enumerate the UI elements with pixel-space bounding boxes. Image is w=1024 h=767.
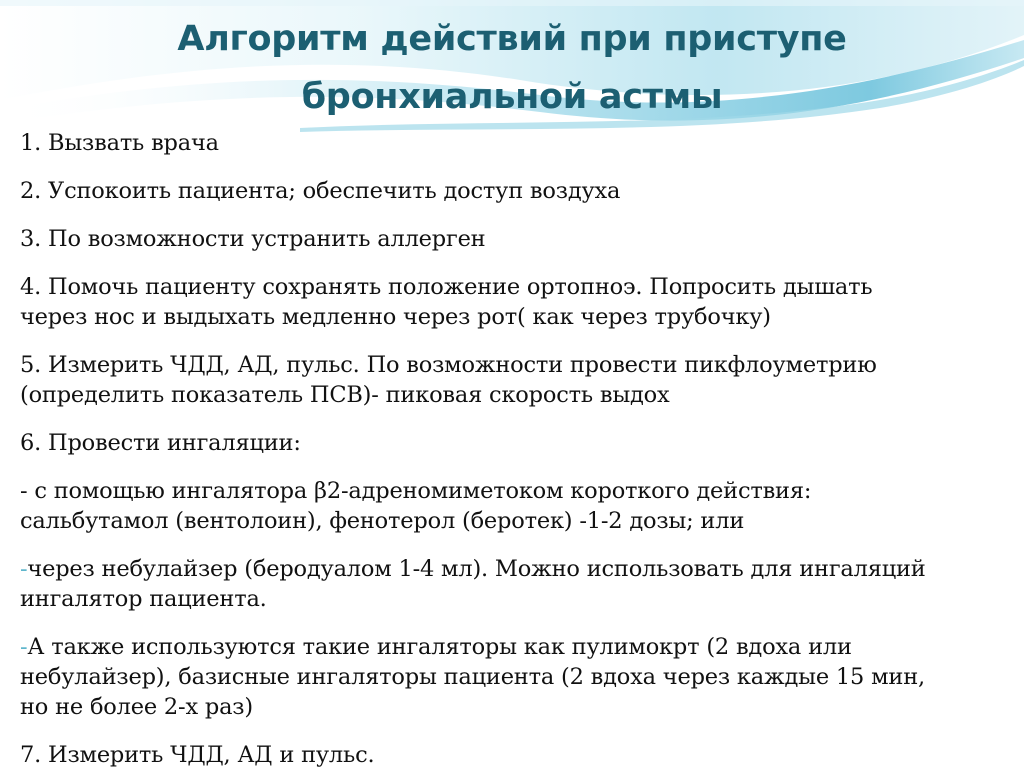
list-item-line: небулайзер), базисные ингаляторы пациента (2 вдоха через каждые 15 мин, — [20, 664, 925, 690]
list-item-line: 6. Провести ингаляции: — [20, 430, 301, 456]
list-item-line: но не более 2-х раз) — [20, 694, 253, 720]
list-item-line — [20, 632, 1010, 662]
list-item-line: 2. Успокоить пациента; обеспечить доступ воздуха — [20, 178, 621, 204]
list-item-2 — [20, 176, 1010, 206]
list-item-3 — [20, 224, 1010, 254]
list-item-line: сальбутамол (вентолоин), фенотерол (беротек) -1-2 дозы; или — [20, 508, 745, 534]
title-line-2: бронхиальной астмы — [301, 77, 723, 117]
list-item-line: 5. Измерить ЧДД, АД, пульс. По возможности провести пикфлоуметрию — [20, 352, 877, 378]
list-item-line: 7. Измерить ЧДД, АД и пульс. — [20, 742, 375, 767]
list-item-7 — [20, 740, 1010, 767]
list-item-line: - с помощью ингалятора β2-адреномиметоком короткого действия: — [20, 478, 812, 504]
list-item-line: (определить показатель ПСВ)- пиковая скорость выдох — [20, 382, 670, 408]
list-item-line: 3. По возможности устранить аллерген — [20, 226, 486, 252]
list-item-4 — [20, 272, 1010, 332]
algorithm-list — [20, 128, 1010, 767]
list-item-inhaler — [20, 476, 1010, 536]
title-line-1: Алгоритм действий при приступе — [177, 19, 847, 59]
slide-title — [0, 10, 1024, 126]
list-item-line: 1. Вызвать врача — [20, 130, 219, 156]
list-item-line: через нос и выдыхать медленно через рот( как через трубочку) — [20, 304, 771, 330]
list-item-line: 4. Помочь пациенту сохранять положение ортопноэ. Попросить дышать — [20, 274, 873, 300]
bullet-dash: - — [20, 556, 28, 582]
list-item-6 — [20, 428, 1010, 458]
bullet-dash: - — [20, 634, 28, 660]
list-item-nebulizer — [20, 554, 1010, 614]
list-item-text: через небулайзер (беродуалом 1-4 мл). Можно использовать для ингаляций — [27, 556, 926, 582]
list-item-line — [20, 554, 1010, 584]
list-item-line: ингалятор пациента. — [20, 586, 267, 612]
list-item-5 — [20, 350, 1010, 410]
list-item-1 — [20, 128, 1010, 158]
list-item-other-inhalers — [20, 632, 1010, 722]
list-item-text: А также используются такие ингаляторы как пулимокрт (2 вдоха или — [27, 634, 852, 660]
